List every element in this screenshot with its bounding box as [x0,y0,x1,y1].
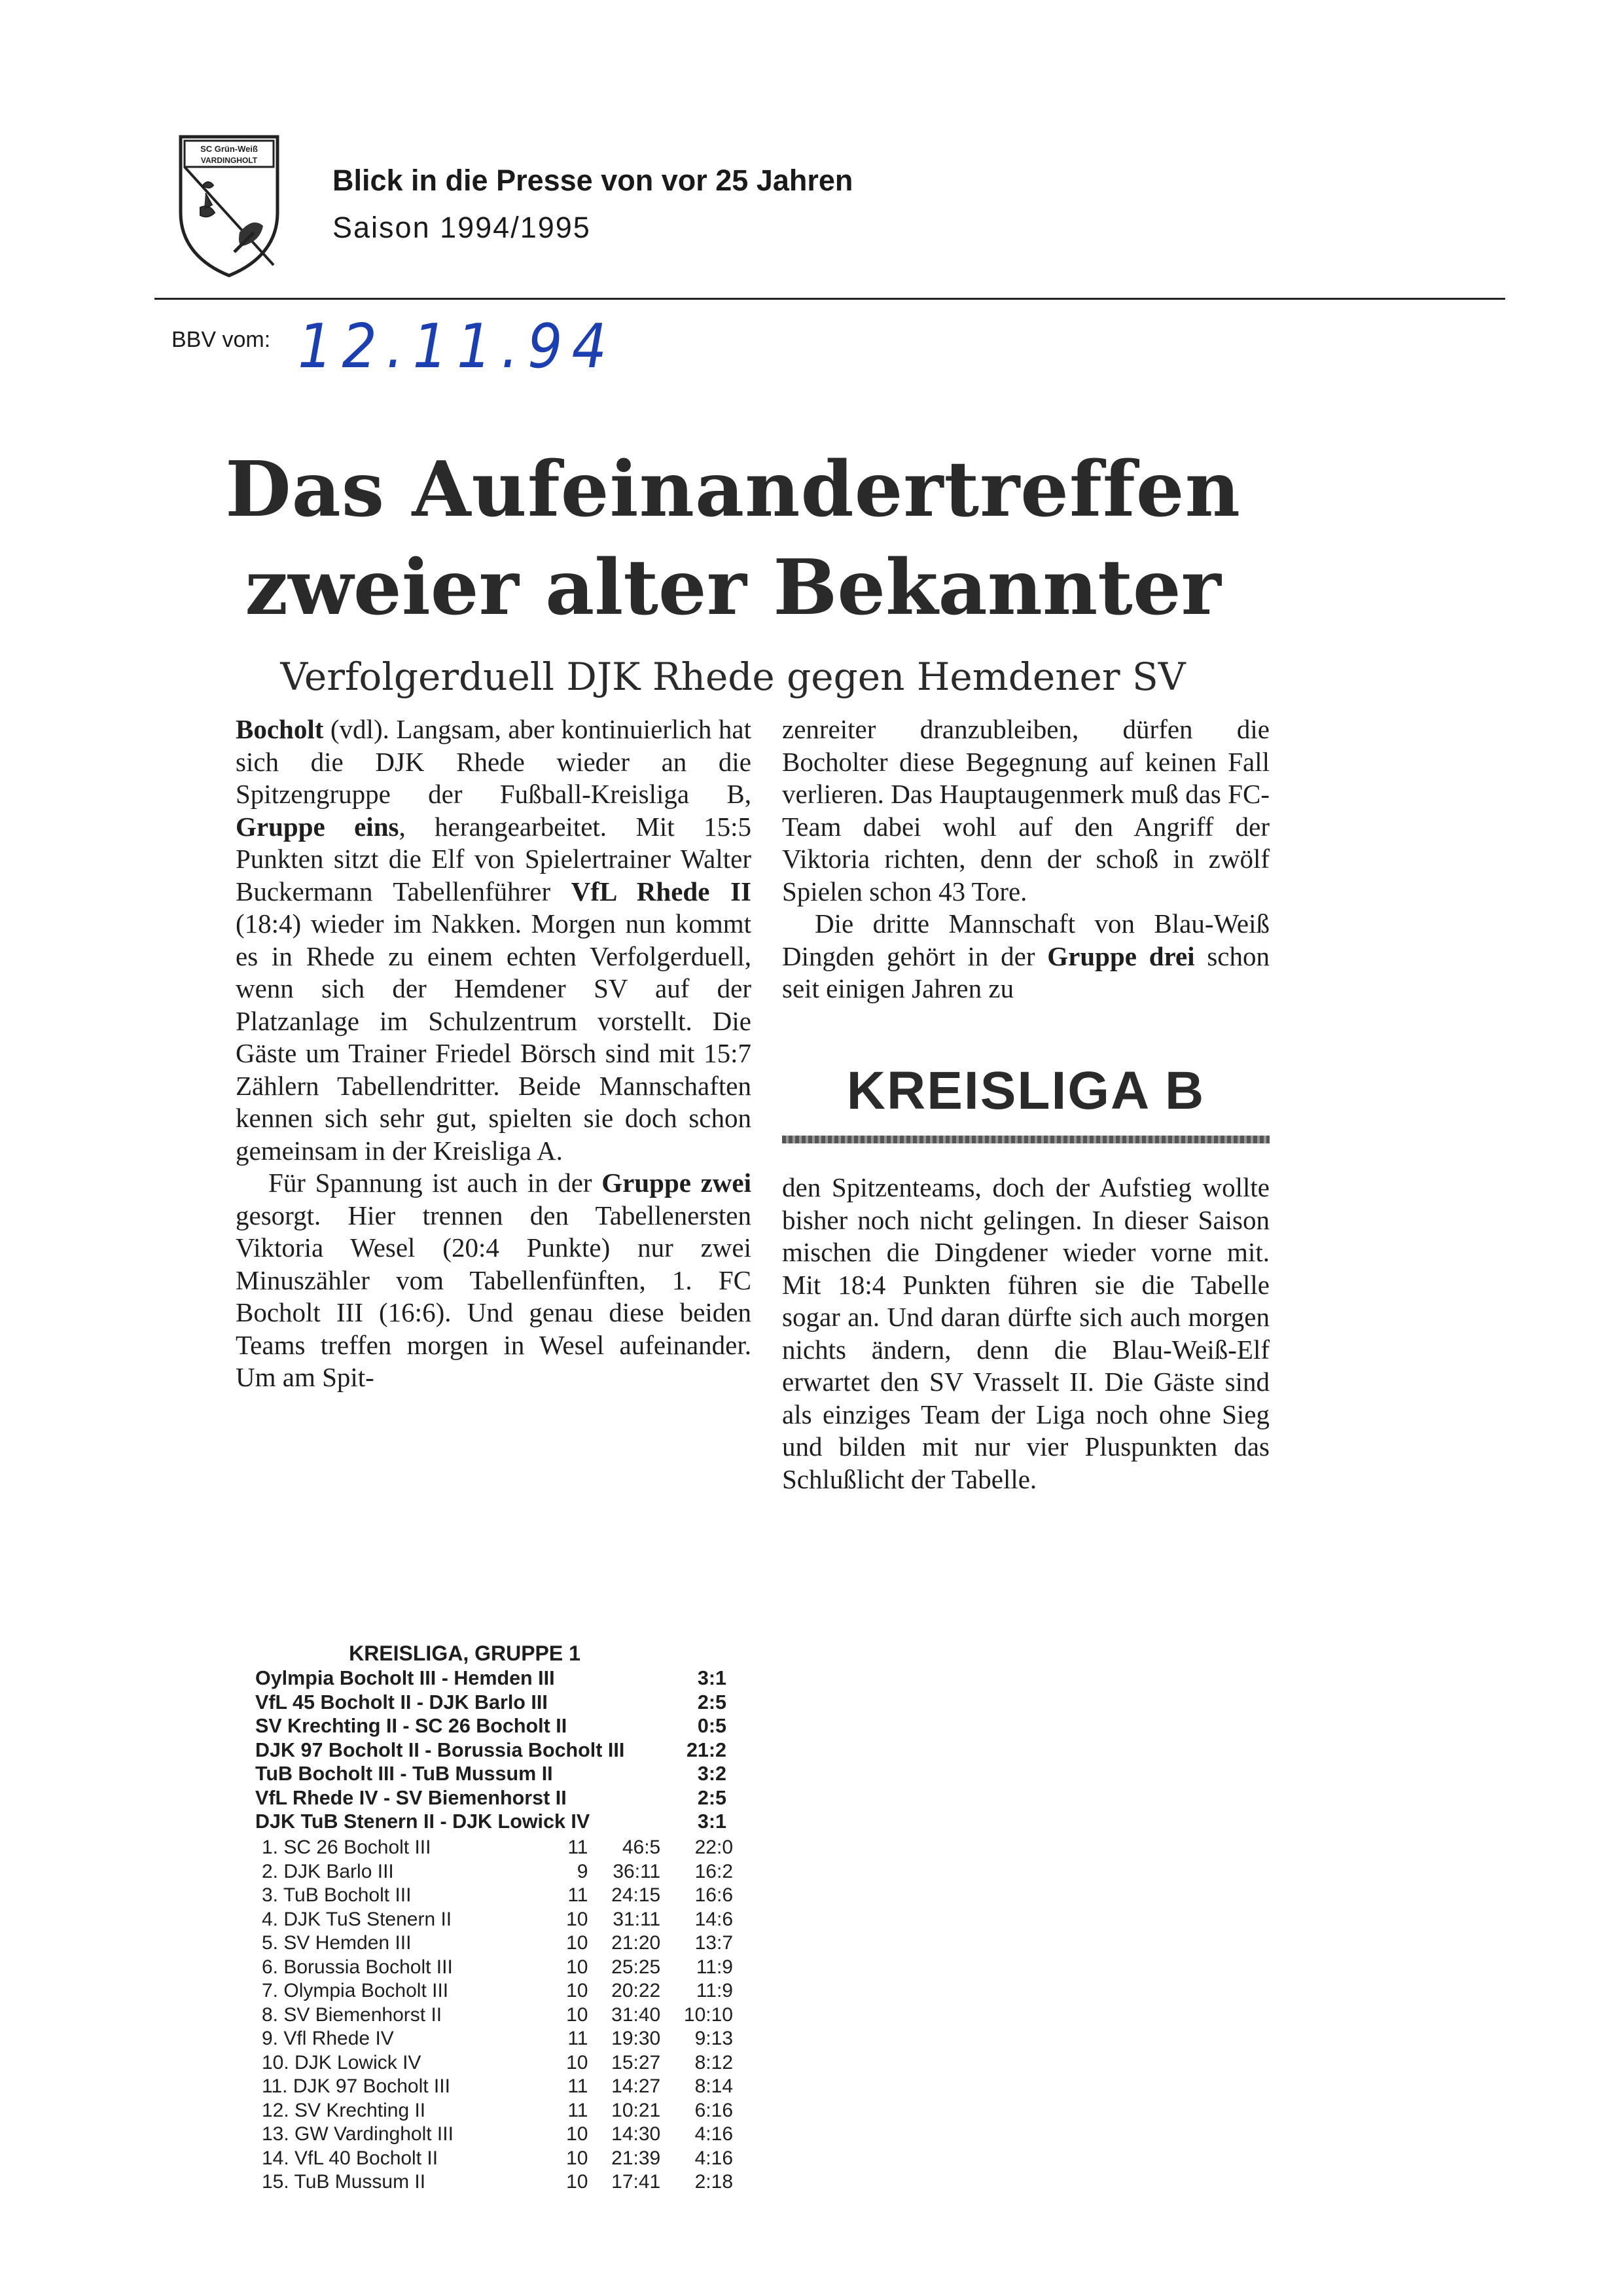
subheadline: Verfolgerduell DJK Rhede gegen Hemdener SV [280,655,1186,699]
match-score: 3:1 [697,1667,726,1689]
goal-ratio: 21:20 [611,1932,661,1954]
goal-ratio: 14:27 [611,2075,661,2097]
games-played: 10 [566,2147,588,2169]
points: 13:7 [694,1932,733,1954]
result-row [255,1786,726,1810]
standings-row [262,1884,733,1908]
points: 11:9 [696,1980,733,2001]
points: 8:12 [694,2051,733,2073]
text: gesorgt. Hier trennen den Tabellenersten Viktoria Wesel (20:4 Punkte) nur zwei Minuszähler vom Tabellenfünften, 1. FC Bocholt III (16:6). Und genau diese beiden Teams treffen morgen in Wesel aufeinander. Um am Spit- [236,1200,751,1392]
standings-row [262,2075,733,2099]
text: Gruppe eins [236,811,399,842]
games-played: 11 [567,1837,588,1858]
paragraph: zenreiter dranzubleiben, dürfen die Bocholter diese Begegnung auf keinen Fall verlieren. Das Hauptaugenmerk muß das FC-Team dabei wohl auf den Angriff der Viktoria richten, denn der schoß in zwölf Spielen schon 43 Tore. [782,714,1270,906]
points: 9:13 [694,2028,733,2049]
text: Gruppe drei [1047,941,1195,971]
standings-row [262,1908,733,1932]
standings-row [262,1979,733,2003]
games-played: 11 [567,2075,588,2097]
paragraph [782,908,1270,1005]
goal-ratio: 31:40 [611,2003,661,2026]
article-column-right-top [782,713,1270,1005]
team-name: 1. SC 26 Bocholt III [262,1837,431,1858]
games-played: 9 [577,1860,588,1882]
bbv-handwritten-date: 12.11.94 [298,311,616,382]
goal-ratio: 25:25 [611,1956,661,1978]
games-played: 10 [566,1956,588,1978]
result-row [255,1714,726,1738]
standings-table [262,1836,733,2195]
match-score: 21:2 [686,1738,726,1761]
standings-row [262,2170,733,2195]
dateline: Bocholt [236,714,324,744]
standings-row [262,2051,733,2075]
goal-ratio: 15:27 [611,2051,661,2073]
section-banner: KREISLIGA B [846,1061,1205,1121]
goal-ratio: 14:30 [611,2123,661,2145]
header-title: Blick in die Presse von vor 25 Jahren [332,164,853,197]
result-row [255,1691,726,1715]
team-name: 14. VfL 40 Bocholt II [262,2147,438,2169]
headline-line-1: Das Aufeinandertreffen [225,445,1241,534]
text: Für Spannung ist auch in der [268,1168,602,1198]
match-label: SV Krechting II - SC 26 Bocholt II [255,1715,567,1737]
points: 16:2 [694,1860,733,1882]
result-row [255,1762,726,1786]
paragraph [236,713,751,1167]
result-row [255,1738,726,1763]
match-score: 3:2 [697,1763,726,1785]
svg-text:SC Grün-Weiß: SC Grün-Weiß [200,144,258,154]
team-name: 3. TuB Bocholt III [262,1884,412,1906]
result-row [255,1666,726,1691]
team-name: 15. TuB Mussum II [262,2171,426,2193]
team-name: 8. SV Biemenhorst II [262,2003,442,2026]
games-played: 10 [566,1908,588,1930]
points: 22:0 [694,1837,733,1858]
match-label: TuB Bocholt III - TuB Mussum II [255,1763,553,1785]
result-row [255,1810,726,1834]
header-divider [154,298,1505,300]
paragraph [236,1167,751,1394]
team-name: 5. SV Hemden III [262,1932,412,1954]
team-name: 2. DJK Barlo III [262,1860,394,1882]
games-played: 11 [567,2099,588,2121]
team-name: 6. Borussia Bocholt III [262,1956,453,1978]
match-score: 0:5 [697,1715,726,1737]
points: 2:18 [694,2171,733,2193]
team-name: 13. GW Vardingholt III [262,2123,454,2145]
games-played: 10 [566,2003,588,2026]
standings-row [262,1860,733,1884]
games-played: 10 [566,1980,588,2001]
header-season: Saison 1994/1995 [332,211,591,244]
match-label: VfL Rhede IV - SV Biemenhorst II [255,1786,567,1809]
points: 4:16 [694,2123,733,2145]
standings-row [262,2123,733,2147]
goal-ratio: 36:11 [613,1860,661,1882]
club-crest-logo [177,134,281,278]
article-column-right-bottom [782,1172,1270,1496]
match-label: DJK 97 Bocholt II - Borussia Bocholt III [255,1738,625,1761]
article-column-left [236,713,751,1394]
games-played: 10 [566,2123,588,2145]
banner-rule [782,1136,1270,1143]
team-name: 10. DJK Lowick IV [262,2051,421,2073]
points: 10:10 [683,2003,733,2026]
team-name: 12. SV Krechting II [262,2099,426,2121]
goal-ratio: 10:21 [611,2099,661,2121]
games-played: 11 [567,1884,588,1906]
match-score: 2:5 [697,1691,726,1713]
match-score: 2:5 [697,1786,726,1809]
match-label: VfL 45 Bocholt II - DJK Barlo III [255,1691,548,1713]
match-label: DJK TuB Stenern II - DJK Lowick IV [255,1810,590,1833]
goal-ratio: 17:41 [611,2171,661,2193]
team-name: 4. DJK TuS Stenern II [262,1908,452,1930]
standings-row [262,1931,733,1956]
goal-ratio: 24:15 [611,1884,661,1906]
match-label: Oylmpia Bocholt III - Hemden III [255,1667,555,1689]
goal-ratio: 20:22 [611,1980,661,2001]
text: Die dritte Mannschaft von Blau-Weiß Dingden gehört in der [782,908,1270,971]
goal-ratio: 21:39 [611,2147,661,2169]
points: 6:16 [694,2099,733,2121]
text: Gruppe zwei [601,1168,751,1198]
goal-ratio: 19:30 [611,2028,661,2049]
standings-row [262,1836,733,1860]
paragraph: den Spitzenteams, doch der Aufstieg wollte bisher noch nicht gelingen. In dieser Saison mischen die Dingdener wieder vorne mit. Mit 18:4 Punkten führen sie die Tabelle sogar an. Und daran dürfte sich auch morgen nichts ändern, denn die Blau-Weiß-Elf erwartet den SV Vrasselt II. Die Gäste sind als einziges Team der Liga noch ohne Sieg und bilden mit nur vier Pluspunkten das Schlußlicht der Tabelle. [782,1172,1270,1494]
games-played: 10 [566,2051,588,2073]
goal-ratio: 46:5 [622,1837,661,1858]
games-played: 10 [566,1932,588,1954]
text: (vdl). Langsam, aber kontinuierlich hat sich die DJK Rhede wieder an die Spitzengruppe der Fußball-Kreisliga B, [236,714,751,809]
points: 4:16 [694,2147,733,2169]
team-name: 11. DJK 97 Bocholt III [262,2075,450,2097]
bbv-label: BBV vom: [171,327,271,352]
standings-row [262,2027,733,2051]
points: 11:9 [696,1956,733,1978]
points: 14:6 [694,1908,733,1930]
table-title: KREISLIGA, GRUPPE 1 [349,1641,580,1665]
results-list [255,1666,726,1834]
text: VfL Rhede II [571,876,751,906]
standings-row [262,2099,733,2123]
team-name: 9. Vfl Rhede IV [262,2028,394,2049]
svg-text:VARDINGHOLT: VARDINGHOLT [200,156,258,165]
headline-line-2: zweier alter Bekannter [245,543,1221,632]
standings-row [262,2147,733,2171]
match-score: 3:1 [697,1810,726,1833]
standings-row [262,2003,733,2028]
games-played: 11 [567,2028,588,2049]
points: 8:14 [694,2075,733,2097]
text: (18:4) wieder im Nakken. Morgen nun kommt es in Rhede zu einem echten Verfolgerduell, wenn sich der Hemdener SV auf der Platzanlage im Schulzentrum vorstellt. Die Gäste um Trainer Friedel Börsch sind mit 15:7 Zählern Tabellendritter. Beide Mannschaften kennen sich sehr gut, spielten sie doch schon gemeinsam in der Kreisliga A. [236,908,751,1166]
team-name: 7. Olympia Bocholt III [262,1980,449,2001]
text: schon seit einigen Jahren zu [782,941,1270,1003]
standings-row [262,1956,733,1980]
text: , herangearbeitet. Mit 15:5 Punkten sitzt die Elf von Spielertrainer Walter Buckermann Tabellenführer [236,811,752,906]
points: 16:6 [694,1884,733,1906]
goal-ratio: 31:11 [613,1908,661,1930]
games-played: 10 [566,2171,588,2193]
